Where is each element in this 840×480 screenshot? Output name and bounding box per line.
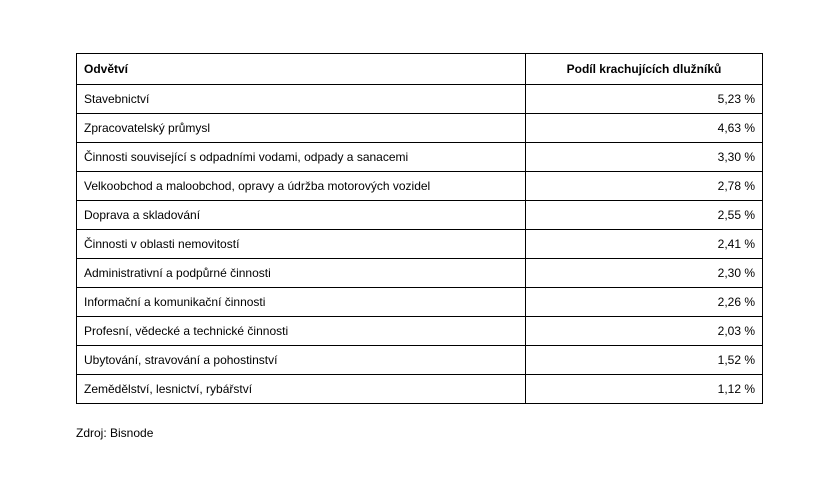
row-sector: Činnosti v oblasti nemovitostí: [77, 230, 526, 259]
table-row: [77, 172, 763, 201]
row-sector: Doprava a skladování: [77, 201, 526, 230]
row-share: 2,78 %: [526, 172, 763, 201]
row-sector: Ubytování, stravování a pohostinství: [77, 346, 526, 375]
table-row: [77, 317, 763, 346]
row-sector: Činnosti související s odpadními vodami, odpady a sanacemi: [77, 143, 526, 172]
row-sector: Zemědělství, lesnictví, rybářství: [77, 375, 526, 404]
row-share: 2,26 %: [526, 288, 763, 317]
table-row: [77, 375, 763, 404]
table-row: [77, 143, 763, 172]
row-share: 2,03 %: [526, 317, 763, 346]
row-share: 2,55 %: [526, 201, 763, 230]
row-sector: Stavebnictví: [77, 85, 526, 114]
row-share: 2,30 %: [526, 259, 763, 288]
table-row: [77, 346, 763, 375]
header-sector: Odvětví: [77, 54, 526, 85]
row-sector: Profesní, vědecké a technické činnosti: [77, 317, 526, 346]
row-share: 2,41 %: [526, 230, 763, 259]
source-note: Zdroj: Bisnode: [76, 426, 154, 440]
table-row: [77, 259, 763, 288]
row-share: 4,63 %: [526, 114, 763, 143]
table-row: [77, 114, 763, 143]
table-row: [77, 288, 763, 317]
row-share: 5,23 %: [526, 85, 763, 114]
row-sector: Informační a komunikační činnosti: [77, 288, 526, 317]
table-row: [77, 85, 763, 114]
row-sector: Velkoobchod a maloobchod, opravy a údržba motorových vozidel: [77, 172, 526, 201]
table-row: [77, 230, 763, 259]
table-row: [77, 201, 763, 230]
row-sector: Zpracovatelský průmysl: [77, 114, 526, 143]
header-share: Podíl krachujících dlužníků: [526, 54, 763, 85]
row-share: 1,12 %: [526, 375, 763, 404]
row-share: 1,52 %: [526, 346, 763, 375]
row-sector: Administrativní a podpůrné činnosti: [77, 259, 526, 288]
row-share: 3,30 %: [526, 143, 763, 172]
table-header-row: [77, 54, 763, 85]
insolvency-by-sector-table: [76, 53, 763, 404]
